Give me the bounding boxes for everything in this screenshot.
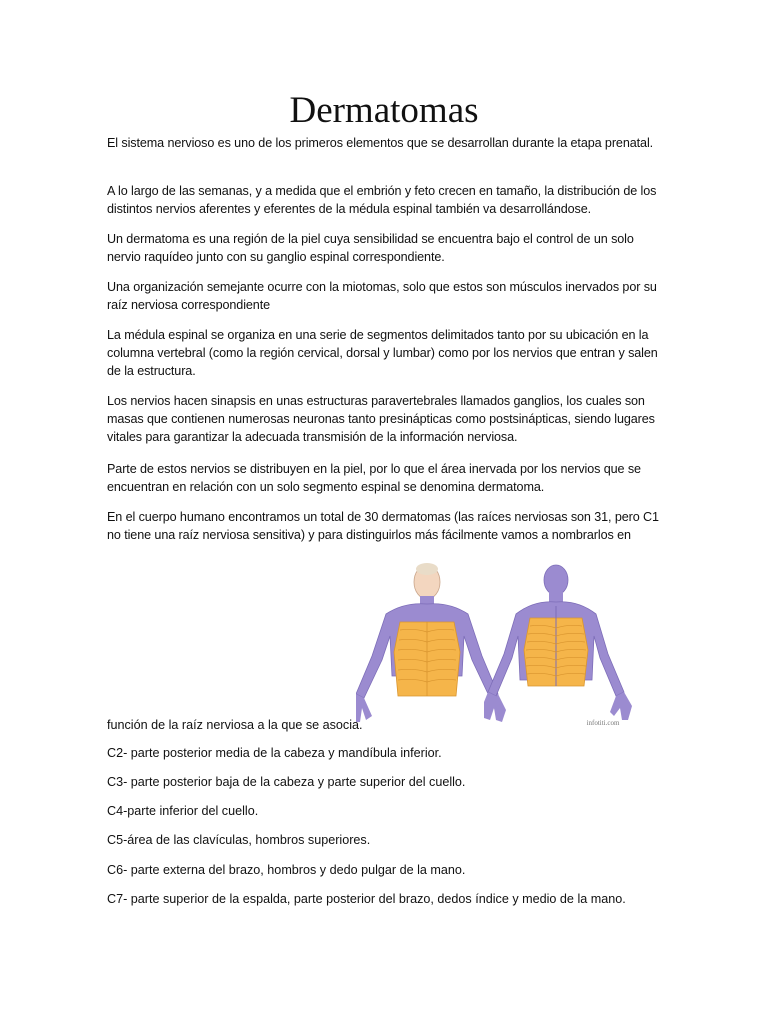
list-item-c7: C7- parte superior de la espalda, parte posterior del brazo, dedos índice y medio de la mano.: [107, 892, 626, 906]
list-item-c2: C2- parte posterior media de la cabeza y mandíbula inferior.: [107, 746, 442, 760]
dermatome-illustration: [356, 556, 632, 734]
dermatome-figure: [356, 556, 632, 734]
list-item-c5: C5-área de las clavículas, hombros superiores.: [107, 833, 371, 847]
paragraph-continuation: función de la raíz nerviosa a la que se asocia.: [107, 718, 363, 732]
page-title: Dermatomas: [289, 90, 479, 131]
figure-credit: infotiti.com: [586, 719, 620, 727]
paragraph-6: Los nervios hacen sinapsis en unas estructuras paravertebrales llamados ganglios, los cuales son masas que contienen numerosas neuronas tanto presinápticas como postsinápticas, siendo lugares vitales para garantizar la adecuada transmisión de la información nerviosa.: [107, 394, 655, 444]
paragraph-2: A lo largo de las semanas, y a medida que el embrión y feto crecen en tamaño, la distribución de los distintos nervios aferentes y eferentes de la médula espinal también va desarrollándose.: [107, 184, 657, 216]
back-body-figure: [484, 565, 632, 720]
paragraph-4: Una organización semejante ocurre con la miotomas, solo que estos son músculos inervados por su raíz nerviosa correspondiente: [107, 280, 657, 312]
paragraph-5: La médula espinal se organiza en una serie de segmentos delimitados tanto por su ubicación en la columna vertebral (como la región cervical, dorsal y lumbar) como por los nervios que entran y salen de la estructura.: [107, 328, 658, 378]
paragraph-7: Parte de estos nervios se distribuyen en la piel, por lo que el área inervada por los nervios que se encuentran en relación con un solo segmento espinal se denomina dermatoma.: [107, 462, 641, 494]
paragraph-3: Un dermatoma es una región de la piel cuya sensibilidad se encuentra bajo el control de un solo nervio raquídeo junto con su ganglio espinal correspondiente.: [107, 232, 634, 264]
paragraph-1: El sistema nervioso es uno de los primeros elementos que se desarrollan durante la etapa prenatal.: [107, 136, 654, 150]
list-item-c6: C6- parte externa del brazo, hombros y dedo pulgar de la mano.: [107, 863, 466, 877]
front-body-figure: [356, 563, 506, 722]
list-item-c4: C4-parte inferior del cuello.: [107, 804, 259, 818]
list-item-c3: C3- parte posterior baja de la cabeza y parte superior del cuello.: [107, 775, 466, 789]
paragraph-8: En el cuerpo humano encontramos un total de 30 dermatomas (las raíces nerviosas son 31, pero C1 no tiene una raíz nerviosa sensitiva) y para distinguirlos más fácilmente vamos a nombrarlos en: [107, 510, 659, 542]
